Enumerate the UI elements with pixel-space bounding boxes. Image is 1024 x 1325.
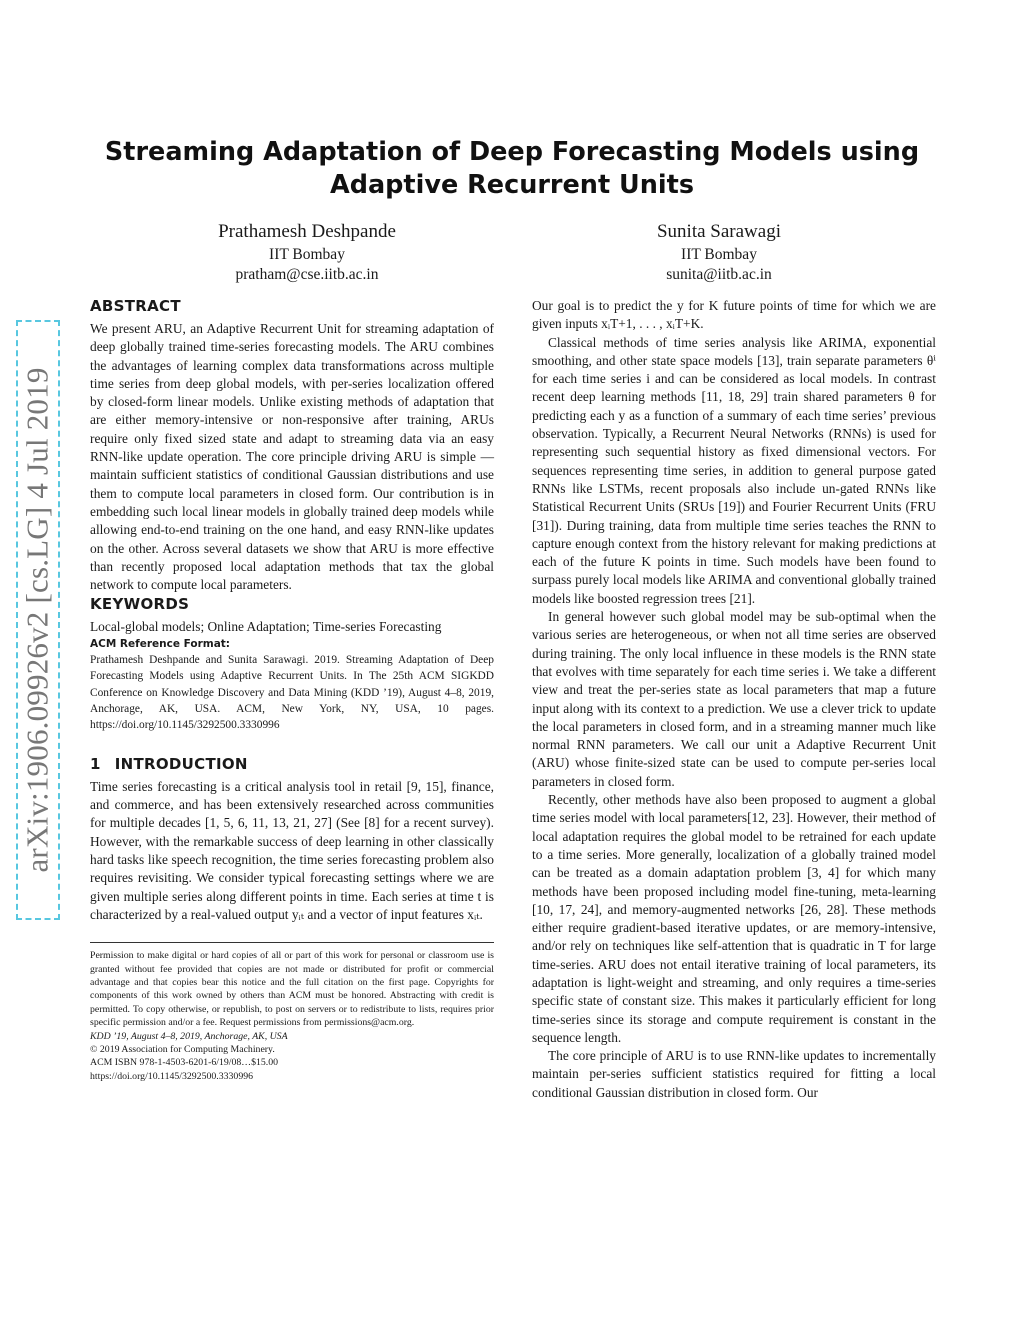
author-affiliation: IIT Bombay	[681, 246, 757, 263]
right-column	[532, 297, 936, 1102]
section-number: 1	[90, 754, 101, 773]
author-affiliation: IIT Bombay	[269, 246, 345, 263]
body-paragraph: Our goal is to predict the y for K future points of time for which we are given inputs xᵢT+1, . . . , xᵢT+K.	[532, 298, 936, 332]
author-email: pratham@cse.iitb.ac.in	[235, 266, 379, 283]
acm-reference-text: Prathamesh Deshpande and Sunita Sarawagi. 2019. Streaming Adaptation of Deep Forecasting Models using Adaptive Recurrent Units. In The 25th ACM SIGKDD Conference on Knowledge Discovery and Data Mining (KDD ’19), August 4–8, 2019, Anchorage, AK, USA. ACM, New York, NY, USA, 10 pages. https://doi.org/10.1145/3292500.3330996	[90, 653, 494, 732]
body-paragraph: Classical methods of time series analysis like ARIMA, exponential smoothing, and other state space models [13], train separate parameters θⁱ for each time series i and can be considered as local models. In contrast recent deep learning methods [11, 18, 29] train shared parameters θ for predicting each y as a function of a summary of each time series’ previous observation. Typically, a Recurrent Neural Networks (RNNs) is used for representing such sequential history as fixed dimensional vectors. For sequences representing time series, in addition to general purpose gated RNNs like LSTMs, recent proposals also include un-gated RNNs like Statistical Recurrent Units (SRUs [19]) and Fourier Recurrent Units (FRU [31]). During training, data from multiple time series teaches the RNN to capture enough context from the history relevant for making predictions at each of the future K points in time. Such models have been found to surpass purely local models like ARIMA and conventional globally trained models like boosted regression trees [21].	[532, 334, 936, 606]
isbn-line: ACM ISBN 978-1-4503-6201-6/19/08…$15.00	[90, 1057, 279, 1069]
doi-line: https://doi.org/10.1145/3292500.3330996	[90, 1070, 254, 1082]
venue-line: KDD ’19, August 4–8, 2019, Anchorage, AK, USA	[90, 1030, 288, 1042]
author-name: Prathamesh Deshpande	[218, 221, 396, 242]
body-paragraph: The core principle of ARU is to use RNN-like updates to incrementally maintain per-series sufficient statistics required for fitting a local conditional Gaussian distribution in closed form. Our	[532, 1048, 936, 1100]
body-paragraph: In general however such global model may be sub-optimal when the various series are heterogeneous, or when not all time series are observed during training. The only local influence in these models is the RNN state that evolves with time separately for each time series i. We take a different view and treat the per-series state as local parameters that map a future input along with its context to a prediction. We use a clever trick to update the local parameters in closed form, and in a streaming manner much like normal RNN parameters. We call our unit a Adaptive Recurrent Unit (ARU) whose finite-sized state can be used to compute per-series local parameters in closed form.	[532, 609, 936, 789]
section-title: INTRODUCTION	[114, 754, 248, 773]
abstract-heading: ABSTRACT	[90, 297, 181, 315]
arxiv-stamp	[16, 320, 60, 920]
author-block-2	[569, 220, 869, 285]
author-block-1	[157, 220, 457, 285]
author-email: sunita@iitb.ac.in	[666, 266, 772, 283]
keywords-text: Local-global models; Online Adaptation; Time-series Forecasting	[90, 619, 442, 635]
abstract-text: We present ARU, an Adaptive Recurrent Unit for streaming adaptation of deep globally trained time-series forecasting models. The ARU combines the advantages of learning complex data transformations across multiple time series from deep global models, with per-series localization offered by closed-form linear models. Unlike existing methods of adaptation that are either memory-intensive or non-responsive after training, ARUs require only fixed sized state and adapt to streaming data via an easy RNN-like update operation. The core principle driving ARU is simple — maintain sufficient statistics of conditional Gaussian distributions and use them to compute local parameters in closed form. Our contribution is in embedding such local linear models in globally trained deep models while allowing end-to-end training on the one hand, and easy RNN-like updates on the other. Across several datasets we show that ARU is more effective than recently proposed local adaptation methods that tax the global network to compute local parameters.	[90, 321, 494, 593]
introduction-heading	[90, 754, 494, 774]
paper-title	[90, 136, 934, 202]
footnote-rule	[90, 942, 494, 943]
body-paragraph: Recently, other methods have also been proposed to augment a global time series model with local parameters[12, 23]. However, their method of local adaptation requires the global model to be retrained for each update to a time series. More generally, localization of a globally trained model can be treated as a domain adaptation problem [3, 4] for which many methods have been proposed including model fine-tuning, meta-learning [10, 17, 24], and memory-augmented networks [26, 28]. These methods either require gradient-based iterative updates, or are memory-intensive, and/or rely on techniques like self-attention that is quadratic in T for large time-series. ARU does not entail iterative training of local parameters, its adaptation is light-weight and streaming, and only requires a time-series specific state of constant size. This makes it particularly efficient for long time-series since its storage and compute requirement is constant in the sequence length.	[532, 792, 936, 1045]
author-name: Sunita Sarawagi	[656, 221, 781, 242]
introduction-paragraph: Time series forecasting is a critical analysis tool in retail [9, 15], finance, and commerce, and has been extensively researched across communities for multiple decades [1, 5, 6, 11, 13, 21, 27] (See [8] for a recent survey). However, with the remarkable success of deep learning in other classically hard tasks like speech recognition, the time series forecasting problem also requires revisiting. We consider typical forecasting settings where we are given multiple series along different points in time. Each series at time t is characterized by a real-valued output yᵢₜ and a vector of input features xᵢₜ.	[90, 778, 494, 922]
title-line-1: Streaming Adaptation of Deep Forecasting Models using	[104, 137, 920, 167]
title-line-2: Adaptive Recurrent Units	[329, 170, 694, 200]
acm-reference-heading: ACM Reference Format:	[90, 637, 230, 650]
left-column	[90, 296, 494, 1083]
permission-notice: Permission to make digital or hard copies of all or part of this work for personal or classroom use is granted without fee provided that copies are not made or distributed for profit or commercial advantage and that copies bear this notice and the full citation on the first page. Copyrights for components of this work owned by others than ACM must be honored. Abstracting with credit is permitted. To copy otherwise, or republish, to post on servers or to redistribute to lists, requires prior specific permission and/or a fee. Request permissions from permissions@acm.org.	[90, 950, 494, 1029]
copyright-line: © 2019 Association for Computing Machinery.	[90, 1044, 275, 1055]
arxiv-identifier: arXiv:1906.09926v2 [cs.LG] 4 Jul 2019	[20, 367, 56, 873]
keywords-heading: KEYWORDS	[90, 595, 190, 614]
